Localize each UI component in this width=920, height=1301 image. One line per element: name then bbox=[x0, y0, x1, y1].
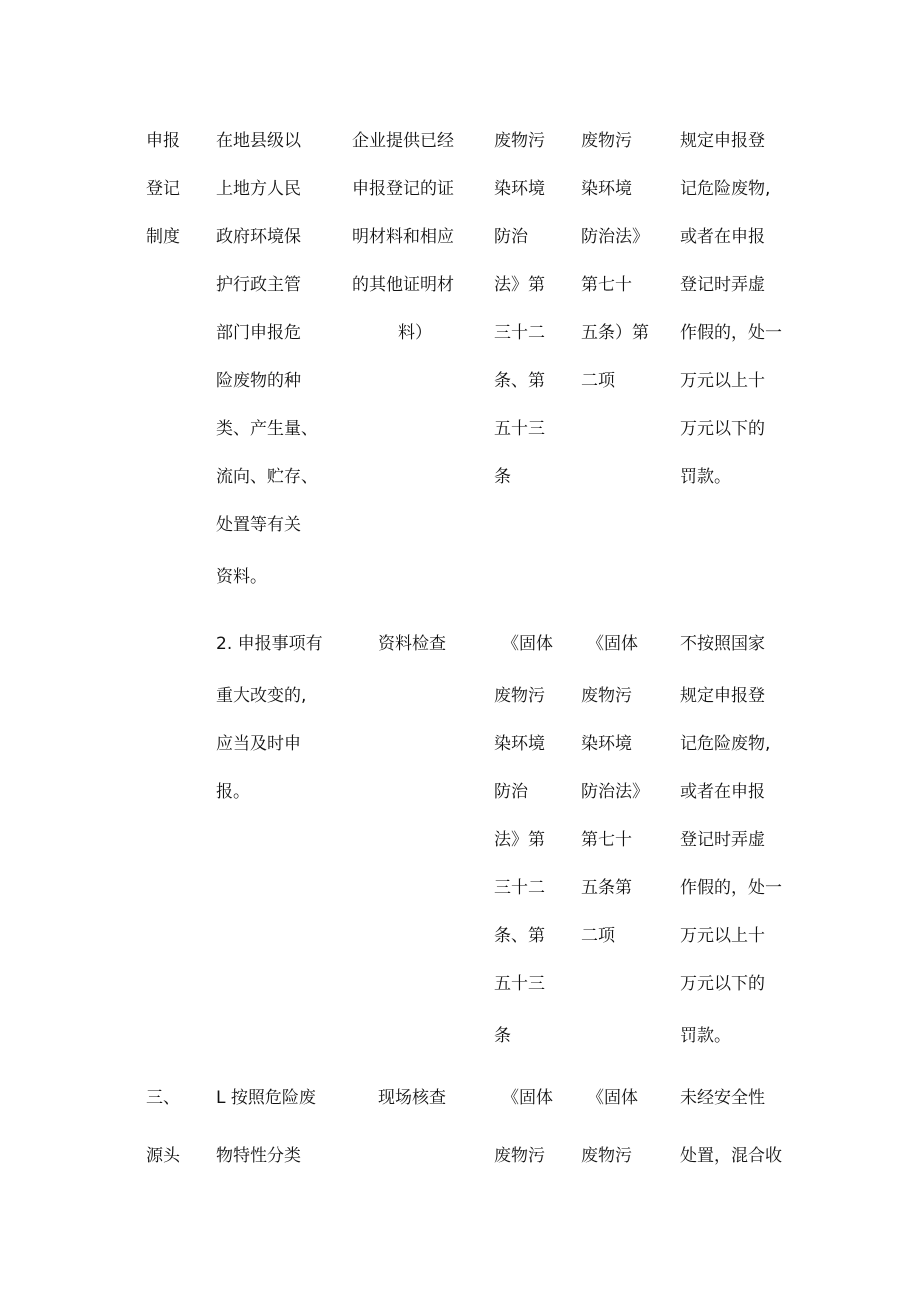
violation-cell bbox=[680, 129, 800, 513]
text-line: 三十二 bbox=[494, 878, 545, 898]
text-line: 万元以上十 bbox=[680, 926, 765, 946]
text-line: 二项 bbox=[581, 371, 615, 391]
text-line: 规定申报登 bbox=[680, 686, 765, 706]
violation-cell bbox=[680, 632, 800, 1072]
text-line: 染环境 bbox=[581, 734, 632, 754]
text-line: 作假的，处一 bbox=[680, 878, 782, 898]
text-line: 险废物的种 bbox=[216, 371, 301, 391]
text-line: 防治法》 bbox=[581, 227, 649, 247]
text-line: 废物污 bbox=[494, 131, 545, 151]
text-line: L 按照危险废 bbox=[216, 1088, 316, 1108]
text-line: 五十三 bbox=[494, 974, 545, 994]
text-line: 防治 bbox=[494, 782, 528, 802]
text-line: 废物污 bbox=[581, 686, 632, 706]
text-line: 罚款。 bbox=[680, 1026, 731, 1046]
text-line: 条、第 bbox=[494, 371, 545, 391]
text-line: 登记时弄虚 bbox=[680, 275, 765, 295]
text-line: 物特性分类 bbox=[216, 1146, 301, 1166]
text-line: 作假的，处一 bbox=[680, 323, 782, 343]
violation-cell bbox=[680, 1086, 800, 1192]
text-line: 防治 bbox=[494, 227, 528, 247]
text-line: 五条第 bbox=[581, 878, 632, 898]
text-line: 万元以上十 bbox=[680, 371, 765, 391]
text-line: 染环境 bbox=[494, 179, 545, 199]
text-line: 或者在申报 bbox=[680, 782, 765, 802]
text-line: 条 bbox=[494, 467, 511, 487]
text-line: 防治法》 bbox=[581, 782, 649, 802]
text-line: 废物污 bbox=[581, 1146, 632, 1166]
requirement-cell bbox=[216, 632, 336, 828]
text-line: 料） bbox=[398, 323, 432, 343]
text-line: 处置等有关 bbox=[216, 515, 301, 535]
text-line: 处置，混合收 bbox=[680, 1146, 782, 1166]
text-line: 源头 bbox=[146, 1146, 180, 1166]
text-line: 的其他证明材 bbox=[352, 275, 454, 295]
text-line: 应当及时申 bbox=[216, 734, 301, 754]
text-line: 2. 申报事项有 bbox=[216, 634, 323, 654]
category-cell bbox=[146, 129, 196, 273]
method-cell bbox=[352, 129, 472, 369]
text-line: 重大改变的, bbox=[216, 686, 307, 706]
text-line: 护行政主管 bbox=[216, 275, 301, 295]
text-line: 部门申报危 bbox=[216, 323, 301, 343]
text-line: 规定申报登 bbox=[680, 131, 765, 151]
legal-basis-cell bbox=[494, 632, 564, 1072]
penalty-basis-cell bbox=[581, 632, 661, 972]
text-line: 《固体 bbox=[502, 634, 553, 654]
penalty-basis-cell bbox=[581, 129, 661, 417]
text-line: 申报登记的证 bbox=[352, 179, 454, 199]
text-line: 法》第 bbox=[494, 830, 545, 850]
text-line: 法》第 bbox=[494, 275, 545, 295]
text-line: 废物污 bbox=[494, 686, 545, 706]
text-line: 明材料和相应 bbox=[352, 227, 454, 247]
text-line: 第七十 bbox=[581, 275, 632, 295]
text-line: 政府环境保 bbox=[216, 227, 301, 247]
text-line: 记危险废物, bbox=[680, 734, 771, 754]
category-cell bbox=[146, 1086, 196, 1192]
text-line: 条 bbox=[494, 1026, 511, 1046]
text-line: 三、 bbox=[146, 1088, 180, 1108]
text-line: 登记时弄虚 bbox=[680, 830, 765, 850]
text-line: 二项 bbox=[581, 926, 615, 946]
text-line: 《固体 bbox=[587, 634, 638, 654]
text-line: 报。 bbox=[216, 782, 250, 802]
text-line: 废物污 bbox=[581, 131, 632, 151]
text-line: 制度 bbox=[146, 227, 180, 247]
text-line: 企业提供已经 bbox=[352, 131, 454, 151]
text-line: 罚款。 bbox=[680, 467, 731, 487]
text-line: 条、第 bbox=[494, 926, 545, 946]
text-line: 在地县级以 bbox=[216, 131, 301, 151]
text-line: 资料检查 bbox=[378, 634, 446, 654]
text-line: 《固体 bbox=[502, 1088, 553, 1108]
text-line: 第七十 bbox=[581, 830, 632, 850]
text-line: 万元以下的 bbox=[680, 419, 765, 439]
text-line: 上地方人民 bbox=[216, 179, 301, 199]
text-line: 五条）第 bbox=[581, 323, 649, 343]
text-line: 类、产生量、 bbox=[216, 419, 318, 439]
text-line: 万元以下的 bbox=[680, 974, 765, 994]
method-cell bbox=[352, 632, 472, 680]
text-line: 申报 bbox=[146, 131, 180, 151]
text-line: 流向、贮存、 bbox=[216, 467, 318, 487]
text-line: 染环境 bbox=[581, 179, 632, 199]
text-line: 或者在申报 bbox=[680, 227, 765, 247]
text-line: 废物污 bbox=[494, 1146, 545, 1166]
text-line: 染环境 bbox=[494, 734, 545, 754]
text-line: 现场核查 bbox=[378, 1088, 446, 1108]
penalty-basis-cell bbox=[581, 1086, 661, 1192]
text-line: 未经安全性 bbox=[680, 1088, 765, 1108]
text-line: 《固体 bbox=[587, 1088, 638, 1108]
text-line: 记危险废物, bbox=[680, 179, 771, 199]
text-line: 登记 bbox=[146, 179, 180, 199]
method-cell bbox=[352, 1086, 472, 1134]
legal-basis-cell bbox=[494, 129, 564, 513]
text-line: 五十三 bbox=[494, 419, 545, 439]
text-line: 资料。 bbox=[216, 567, 267, 587]
text-line: 不按照国家 bbox=[680, 634, 765, 654]
requirement-cell bbox=[216, 1086, 336, 1192]
legal-basis-cell bbox=[494, 1086, 564, 1192]
text-line: 三十二 bbox=[494, 323, 545, 343]
requirement-cell bbox=[216, 129, 336, 613]
